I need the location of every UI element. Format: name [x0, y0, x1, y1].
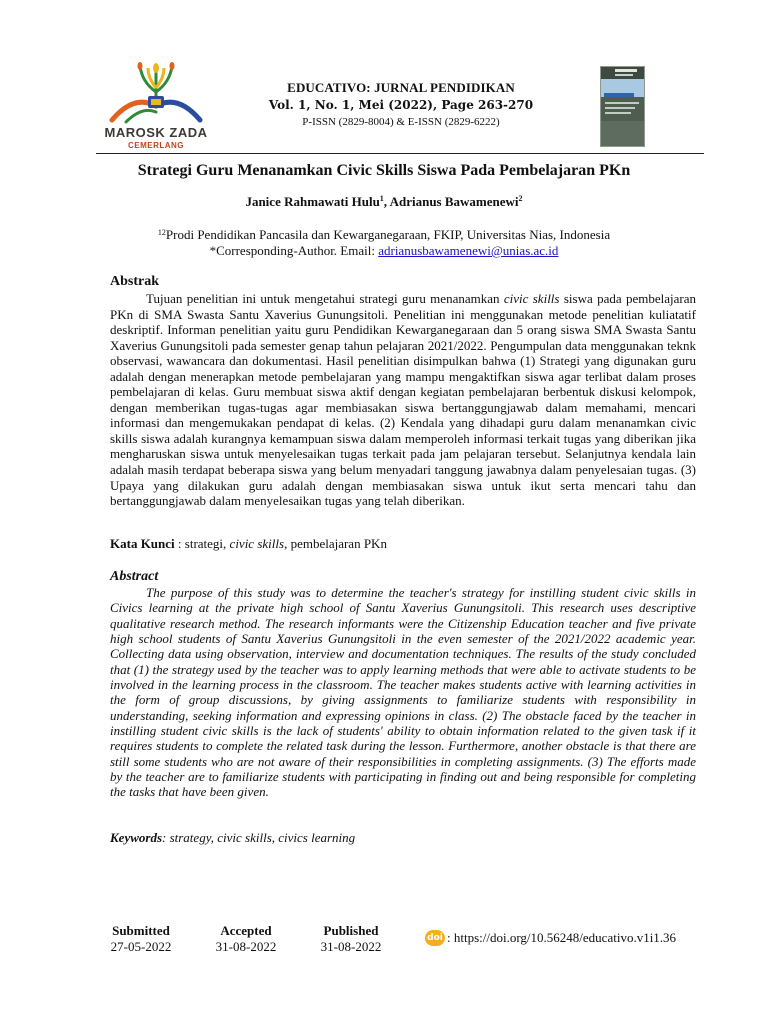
keywords-label: Keywords	[110, 830, 162, 845]
header-divider	[96, 153, 704, 154]
author-affil-marker: 2	[518, 194, 523, 203]
affiliation-block	[60, 225, 708, 259]
abstrak-italic-term: civic skills	[503, 291, 560, 306]
keywords-terms: : strategy, civic skills, civics learning	[162, 830, 356, 845]
kata-kunci-term: , pembelajaran PKn	[284, 536, 387, 551]
kata-kunci-sep: :	[174, 536, 185, 551]
journal-title: EDUCATIVO: JURNAL PENDIDIKAN	[287, 80, 515, 95]
affiliation: Prodi Pendidikan Pancasila dan Kewarganegaraan, FKIP, Universitas Nias, Indonesia	[165, 227, 611, 242]
author-name: Janice Rahmawati Hulu	[245, 194, 380, 209]
journal-cover-icon	[600, 66, 645, 147]
affiliation-marker: 12	[157, 228, 166, 237]
corresponding-email-link[interactable]: adrianusbawamenewi@unias.ac.id	[378, 243, 559, 258]
author-separator: ,	[383, 194, 390, 209]
paper-title: Strategi Guru Menanamkan Civic Skills Siswa Pada Pembelajaran PKn	[137, 162, 631, 179]
kata-kunci	[110, 536, 696, 552]
keywords	[110, 830, 696, 846]
journal-volume: Vol. 1, No. 1, Mei (2022), Page 263-270	[268, 98, 534, 112]
author-list	[60, 194, 708, 210]
author-affil-marker: 1	[379, 194, 384, 203]
kata-kunci-label: Kata Kunci	[110, 536, 175, 551]
logo-wordmark: MAROSK ZADA	[104, 125, 208, 140]
logo-tagline: CEMERLANG	[127, 141, 185, 150]
abstrak-heading: Abstrak	[110, 274, 160, 289]
journal-header	[0, 0, 768, 158]
doi-line	[425, 930, 715, 946]
accepted-date: 31-08-2022	[215, 939, 277, 954]
published-label: Published	[323, 923, 379, 938]
kata-kunci-term: civic skills	[229, 536, 285, 551]
author-name: Adrianus Bawamenewi	[389, 194, 519, 209]
publisher-logo	[104, 62, 208, 158]
published-date: 31-08-2022	[320, 939, 382, 954]
submitted-label: Submitted	[112, 923, 170, 938]
abstract-heading: Abstract	[110, 569, 159, 584]
accepted-block	[196, 923, 296, 955]
kata-kunci-term: strategi,	[184, 536, 230, 551]
submitted-block	[91, 923, 191, 955]
accepted-label: Accepted	[220, 923, 272, 938]
abstrak-body	[110, 291, 696, 509]
corresponding-label: *Corresponding-Author. Email:	[209, 243, 379, 258]
publisher-logo-icon	[104, 62, 208, 124]
abstrak-text: Tujuan penelitian ini untuk mengetahui strategi guru menanamkan	[146, 291, 504, 306]
doi-link[interactable]: : https://doi.org/10.56248/educativo.v1i1.36	[447, 930, 677, 945]
doi-icon: doi	[425, 930, 445, 946]
submitted-date: 27-05-2022	[110, 939, 172, 954]
journal-issn: P-ISSN (2829-8004) & E-ISSN (2829-6222)	[302, 116, 500, 128]
abstrak-text: siswa pada pembelajaran PKn di SMA Swasta Santu Xaverius Gunungsitoli. Penelitian ini menggunakan metode penelitian kuliatatif deskriptif. Informan penelitian yaitu guru Pendidikan Kewarganegaraan dan 5 orang siswa SMA Swasta Santu Xaverius Gunungsitoli pada semester genap tahun pelajaran 2021/2022. Pengumpulan data menggunakan teknk observasi, wawancara dan dokumentasi. Hasil penelitian disimpulkan bahwa (1) Strategi yang digunakan guru adalah dengan menerapkan metode pembelajaran yang mampu mengaktifkan siswa agar terlibat dalam proses pembelajaran di kelas. Guru membuat siswa aktif dengan kegiatan pembelajaran berbentuk diskusi kelompok, dengan memberikan tugas-tugas agar membiasakan siswa bertanggungjawab dalam memahami, mencari informasi dan mengemukakan pendapat di kelas. (2) Kendala yang dihadapi guru dalam menanamkan civic skills siswa adalah kurangnya kemampuan siswa dalam memperoleh informasi terkait tugas yang diberikan jika mengharuskan siswa untuk menyelesaikan tugas terkait pada jam pelajaran tersebut. Selanjutnya kendala lain adalah masih terdapat beberapa siswa yang belum menyadari tanggung jawabnya dalam penyelesaian tugas. (3) Upaya yang dilakukan guru adalah dengan membiasakan siswa untuk ikut serta mencari tahu dan bertanggungjawab dalam menyelesaikan tugas yang telah diberikan.	[110, 291, 696, 509]
abstract-body: The purpose of this study was to determine the teacher's strategy for instilling student civic skills in Civics learning at the private high school of Santu Xaverius Gunungsitoli. This research uses descriptive qualitative research method. The research informants were the Citizenship Education teacher and five private high school students of Santu Xaverius Gunungsitoli in the even semester of the 2021/2022 academic year. Collecting data using observation, interview and documentation techniques. The results of the study concluded that (1) the strategy used by the teacher was to apply learning methods that were able to activate students to be involved in the learning process in the classroom. The teacher makes students active with learning activities in the form of group discussions, by giving assignments to familiarize students with responsibility in understanding, seeking information and expressing opinions in class. (2) The obstacle faced by the teacher in instilling student civic skills is the lack of students' ability to obtain information related to the given task if it requires students to complete the related task during the lesson. Furthermore, another obstacle is that there are still some students who are not aware of their responsibilities in completing assignments. (3) The efforts made by the teacher are to familiarize students with participating in finding out and being responsible for completing the tasks that have been given.	[110, 585, 696, 800]
published-block	[301, 923, 401, 955]
